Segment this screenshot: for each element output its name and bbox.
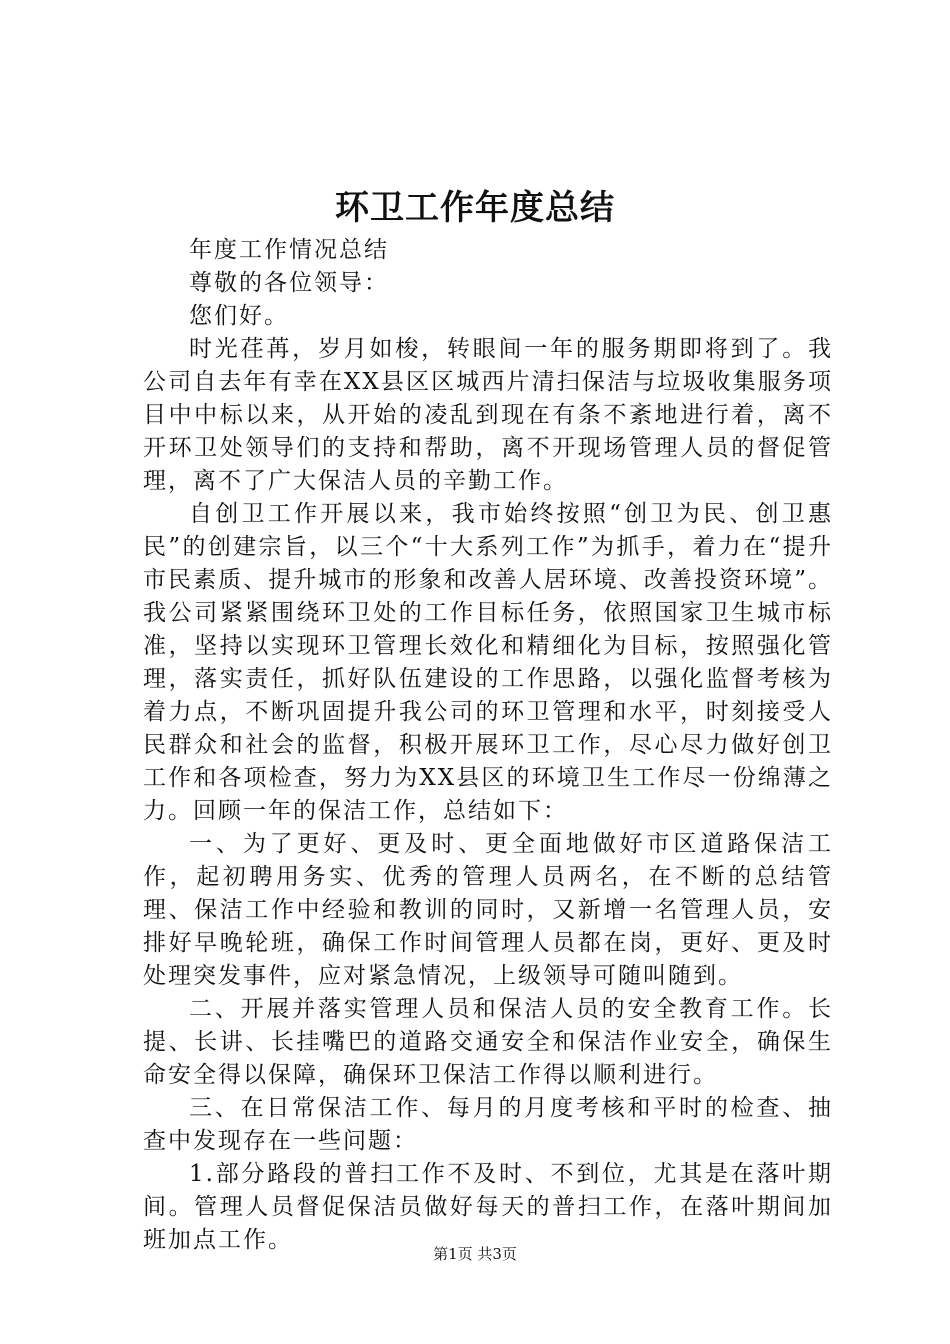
document-title: 环卫工作年度总结 — [335, 188, 615, 228]
paragraph-background: 自创卫工作开展以来，我市始终按照“创卫为民、创卫惠民”的创建宗旨，以三个“十大系列工作”为抓手，着力在“提升市民素质、提升城市的形象和改善人居环境、改善投资环境”。我公司紧紧围绕环卫处的工作目标任务，依照国家卫生城市标准，坚持以实现环卫管理长效化和精细化为目标，按照强化管理，落实责任，抓好队伍建设的工作思路，以强化监督考核为着力点，不断巩固提升我公司的环卫管理和水平，时刻接受人民群众和社会的监督，积极开展环卫工作，尽心尽力做好创卫工作和各项检查，努力为XX县区的环境卫生工作尽一份绵薄之力。回顾一年的保洁工作，总结如下： — [143, 501, 833, 824]
paragraph-item-1: 一、为了更好、更及时、更全面地做好市区道路保洁工作，起初聘用务实、优秀的管理人员两名，在不断的总结管理、保洁工作中经验和教训的同时，又新增一名管理人员，安排好早晚轮班，确保工作时间管理人员都在岗，更好、更及时处理突发事件，应对紧急情况，上级领导可随叫随到。 — [143, 831, 833, 989]
paragraph-subitem-1: 1.部分路段的普扫工作不及时、不到位，尤其是在落叶期间。管理人员督促保洁员做好每天的普扫工作，在落叶期间加班加点工作。 — [143, 1161, 833, 1253]
document-body — [143, 234, 833, 1257]
paragraph-greeting: 您们好。 — [189, 303, 289, 329]
page-footer: 第1页 共3页 — [433, 1245, 517, 1263]
paragraph-subtitle: 年度工作情况总结 — [189, 237, 389, 263]
paragraph-intro: 时光荏苒，岁月如梭，转眼间一年的服务期即将到了。我公司自去年有幸在XX县区区城西片清扫保洁与垃圾收集服务项目中中标以来，从开始的凌乱到现在有条不紊地进行着，离不开环卫处领导们的支持和帮助，离不开现场管理人员的督促管理，离不了广大保洁人员的辛勤工作。 — [143, 336, 833, 494]
paragraph-item-2: 二、开展并落实管理人员和保洁人员的安全教育工作。长提、长讲、长挂嘴巴的道路交通安全和保洁作业安全，确保生命安全得以保障，确保环卫保洁工作得以顺利进行。 — [143, 996, 833, 1088]
paragraph-salutation: 尊敬的各位领导： — [189, 270, 389, 296]
paragraph-item-3: 三、在日常保洁工作、每月的月度考核和平时的检查、抽查中发现存在一些问题： — [143, 1095, 833, 1154]
